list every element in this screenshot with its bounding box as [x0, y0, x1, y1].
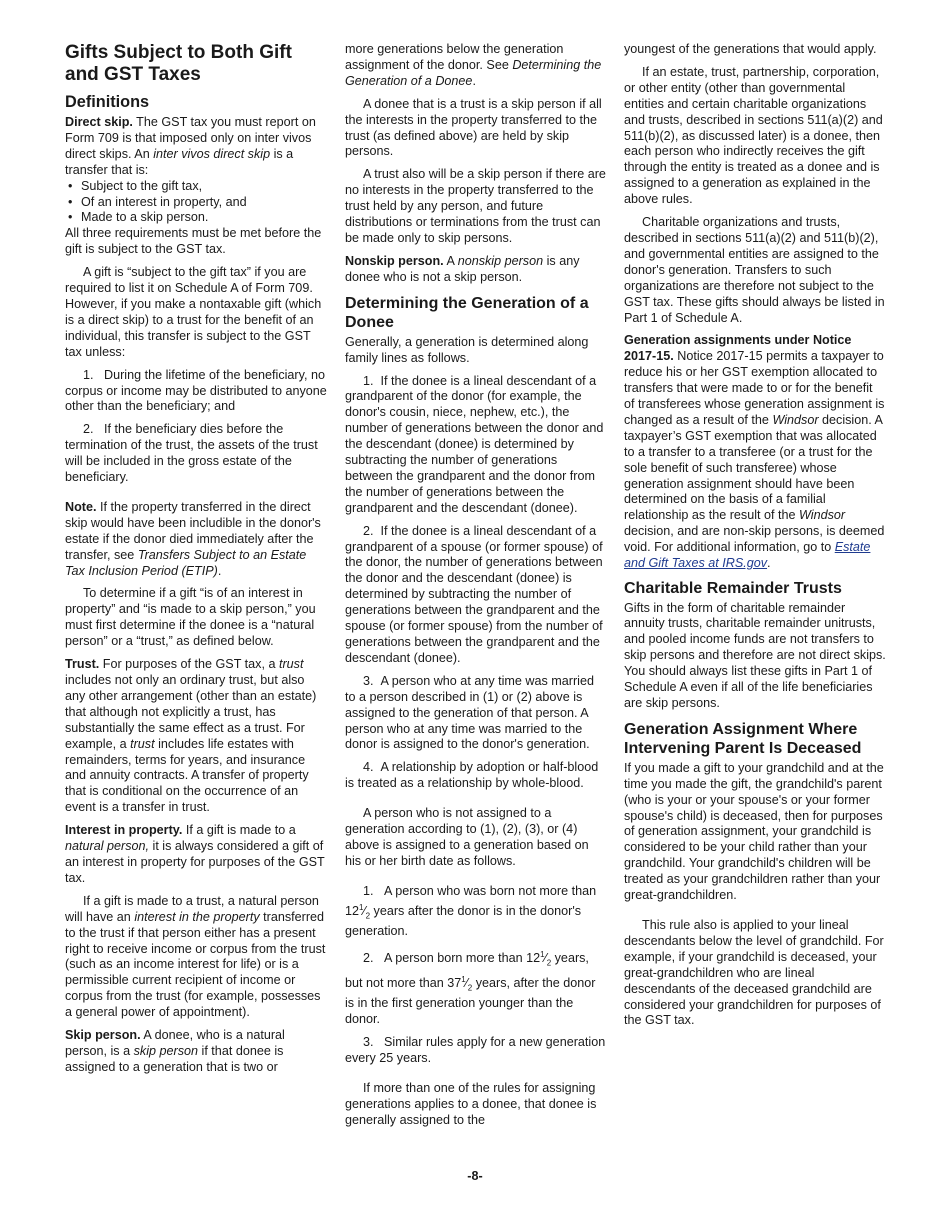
text: For purposes of the GST tax, a: [99, 657, 279, 672]
text: A donee, who is a natural person, is a: [65, 1028, 285, 1058]
text: 1. A person who was born not more than 12: [345, 883, 597, 918]
page-title: Gifts Subject to Both Gift and GST Taxes: [65, 42, 292, 85]
nonskip-paragraph: [345, 254, 607, 286]
paragraph: A donee that is a trust is a skip person if all the interests in the property transferred to the trust (as defined above) are held by skip persons.: [345, 96, 602, 159]
text: years, after the donor is in the first generation younger than the donor.: [345, 976, 596, 1027]
column-2: [345, 42, 607, 1136]
text: is any donee who is not a skip person.: [345, 253, 580, 284]
text: transferred to the trust if that person either has a present right to receive income or corpus from the trust (such as an income interest for life) or is a permissible current recipient of income or corpus from the trust (for example, possesses a general power of appointment).: [65, 909, 326, 1020]
list-item: • Of an interest in property, and: [65, 195, 327, 211]
text: A: [443, 253, 458, 268]
condition-1: 1. During the lifetime of the beneficiary, no corpus or income may be distributed to anyone other than the beneficiary; and: [65, 367, 327, 414]
run-in-heading: Direct skip.: [65, 115, 133, 129]
italic-reference: Transfers Subject to an Estate Tax Inclusion Period (ETIP): [65, 547, 307, 578]
fraction-denominator: 2: [546, 958, 552, 968]
rule-1: 1. If the donee is a lineal descendant of a grandparent of the donor (for example, the donor's cousin, niece, nephew, etc.), the number of generations between the donor and the descendant (donee) is determined by subtracting the number of generations between the grandparent and the donor from the number of generations between the grandparent and the descendant (donee).: [345, 373, 604, 515]
column-3: [624, 42, 886, 1036]
italic-term: natural person,: [65, 839, 150, 854]
note-paragraph: [65, 500, 327, 580]
text: more generations below the generation assignment of the donor. See: [345, 42, 564, 72]
run-in-heading: Note.: [65, 499, 97, 514]
italic-term: trust: [278, 657, 304, 672]
list-item: • Made to a skip person.: [65, 210, 327, 226]
bullet-list: [65, 179, 327, 227]
italic-term: skip person: [133, 1043, 199, 1058]
italic-term: trust: [130, 736, 155, 751]
paragraph: A trust also will be a skip person if there are no interests in the property transferred to the trust held by any person, and future distributions or terminations from the trust can be made only to skip persons.: [345, 167, 606, 245]
run-in-heading: Generation assignments under Notice 2017-15.: [624, 333, 852, 364]
text: decision, and are non-skip persons, is deemed void. For additional information, go to: [624, 524, 885, 555]
text: .: [472, 73, 476, 88]
text: If the property transferred in the direct skip would have been includible in the donor's estate if the donor died immediately after the transfer, see: [65, 499, 321, 562]
text: includes life estates with remainders, terms for years, and insurance and annuity contracts. A transfer of property that is conditional on the occurrence of an event is a transfer in trust.: [65, 736, 309, 815]
list-item: • Subject to the gift tax,: [65, 179, 327, 195]
skip-person-paragraph: [65, 1028, 327, 1076]
run-in-heading: Interest in property.: [65, 823, 183, 838]
text: years, but not more than 37: [345, 951, 589, 990]
run-in-heading: Nonskip person.: [345, 253, 444, 268]
paragraph: Gifts in the form of charitable remainder annuity trusts, charitable remainder unitrusts, and pooled income funds are not transfers to skip persons and therefore are not direct skips. You should always list these gifts in Part 1 of Schedule A even if all of the life beneficiaries are skip persons.: [624, 600, 886, 710]
trust-paragraph: [65, 657, 327, 816]
italic-reference: Determining the Generation of a Donee: [345, 57, 602, 88]
section-heading: Charitable Remainder Trusts: [624, 580, 842, 597]
italic-term: interest in the property: [134, 909, 260, 924]
italic-term: Windsor: [799, 508, 846, 523]
rule-4: 4. A relationship by adoption or half-blood is treated as a relationship by whole-blood.: [345, 760, 599, 791]
text: Notice 2017-15 permits a taxpayer to reduce his or her GST exemption allocated to transfers that were made to or for the benefit of transferees whose generation assignment is changed as a result of the: [624, 349, 885, 427]
birth-rule-2: 2. A person born more than $12^1⁄_2$ years, but not more than $37^1⁄_2$ years, after the donor is in the first generation younger than the donor.: [345, 950, 596, 1027]
run-in-heading: Skip person.: [65, 1028, 141, 1043]
direct-skip-paragraph: [65, 115, 327, 179]
column-1: [65, 42, 327, 1083]
paragraph: youngest of the generations that would apply.: [624, 42, 877, 56]
text: includes not only an ordinary trust, but also any other arrangement (other than an estate) that although not explicitly a trust, has substantially the same effect as a trust. For example, a: [65, 673, 317, 751]
birth-rule-1: 1. A person who was born not more than $12^1⁄_2$ years after the donor is in the donor's generation.: [345, 883, 597, 939]
section-heading: Determining the Generation of a Donee: [345, 294, 589, 332]
text: .: [217, 563, 222, 578]
section-heading: Generation Assignment Where Intervening Parent Is Deceased: [624, 720, 862, 758]
paragraph: If an estate, trust, partnership, corporation, or other entity (other than governmental entities and certain charitable organizations and trusts, described in sections 511(a)(2) and 511(b)(2), as discussed later) is a donee, then each person who indirectly receives the gift through the entity is treated as a donee and is assigned to a generation as explained in the above rules.: [624, 64, 883, 207]
interest-paragraph: [65, 823, 327, 887]
paragraph: If more than one of the rules for assigning generations applies to a donee, that donee is generally assigned to the: [345, 1081, 597, 1127]
text: if that donee is assigned to a generation that is two or: [65, 1043, 284, 1074]
text: The GST tax you must report on Form 709 is that imposed only on inter vivos direct skips. An: [65, 115, 316, 161]
paragraph: [65, 894, 327, 1021]
paragraph: This rule also is applied to your lineal descendants below the level of grandchild. For example, if your grandchild is deceased, your great-grandchildren who are lineal descendants of the deceased grandchild are considered your grandchildren for purposes of the GST tax.: [624, 918, 884, 1028]
definitions-heading: Definitions: [65, 93, 150, 111]
fraction-denominator: 2: [365, 911, 371, 921]
text: is a transfer that is:: [65, 146, 294, 177]
condition-2: 2. If the beneficiary dies before the termination of the trust, the assets of the trust will be included in the gross estate of the beneficiary.: [65, 422, 318, 485]
notice-paragraph: [624, 333, 886, 572]
italic-term: nonskip person: [457, 253, 544, 268]
paragraph: If you made a gift to your grandchild and at the time you made the gift, the grandchild's parent (who is your or your spouse's or your former spouse's child) is deceased, then for purposes of generation assignment, your grandchild is considered to be your child rather than your grandchild. Your grandchild's children will be treated as your grandchildren rather than your great-grandchildren.: [624, 760, 884, 903]
paragraph: To determine if a gift “is of an interest in property” and “is made to a skip person,” you must first determine if the donee is a “natural person” or a “trust,” as defined below.: [65, 586, 316, 649]
rule-2: 2. If the donee is a lineal descendant of a grandparent of a spouse (or former spouse) of the donor, the number of generations between the donor and the descendant (donee) is determined by subtracting the number of generations between the grandparent and the spouse (or former spouse) from the number of generations between the grandparent and the descendant (donee).: [345, 523, 603, 665]
birth-rule-3: 3. Similar rules apply for a new generation every 25 years.: [345, 1035, 606, 1066]
fraction-numerator: 1: [461, 974, 466, 984]
fraction-denominator: 2: [467, 983, 473, 993]
fraction-numerator: 1: [540, 950, 545, 960]
italic-term: inter vivos direct skip: [153, 146, 271, 161]
text: 2. A person born more than 12: [363, 951, 541, 966]
text: decision. A taxpayer’s GST exemption that was allocated to a transfer to a transferee (or a trust for the sole benefit of such transferee) whose generation assignment should have been determined on the basis of a familial relationship as the result of the: [624, 412, 883, 523]
paragraph: Generally, a generation is determined along family lines as follows.: [345, 334, 589, 365]
estate-gift-taxes-link[interactable]: Estate and Gift Taxes at IRS.gov: [624, 540, 871, 571]
text: it is always considered a gift of an interest in property for purposes of the GST tax.: [65, 839, 325, 885]
paragraph: All three requirements must be met before the gift is subject to the GST tax.: [65, 226, 322, 257]
text: years after the donor is in the donor's generation.: [345, 903, 582, 939]
paragraph: A gift is “subject to the gift tax” if you are required to list it on Schedule A of Form 709. However, if you make a nontaxable gift (which is a direct skip) to a trust for the benefit of an individual, this transfer is subject to the GST tax unless:: [65, 265, 322, 359]
paragraph: Charitable organizations and trusts, described in sections 511(a)(2) and 511(b)(2), and governmental entities are assigned to the donor's generation. Transfers to such organizations are therefore not subject to the GST tax. These gifts should always be listed in Part 1 of Schedule A.: [624, 215, 885, 325]
fraction-numerator: 1: [359, 902, 364, 912]
italic-term: Windsor: [772, 412, 819, 427]
run-in-heading: Trust.: [65, 657, 100, 672]
paragraph: A person who is not assigned to a generation according to (1), (2), (3), or (4) above is assigned to a generation based on his or her birth date as follows.: [345, 806, 589, 868]
text: If a gift is made to a trust, a natural person will have an: [65, 893, 319, 924]
paragraph: [345, 42, 607, 90]
text: If a gift is made to a: [182, 823, 296, 838]
page-number: -8-: [467, 1169, 483, 1183]
rule-3: 3. A person who at any time was married to a person described in (1) or (2) above is assigned to the generation of that person. A person who at any time was married to the donor is assigned to the donor's generation.: [345, 673, 594, 752]
text: .: [767, 556, 771, 571]
